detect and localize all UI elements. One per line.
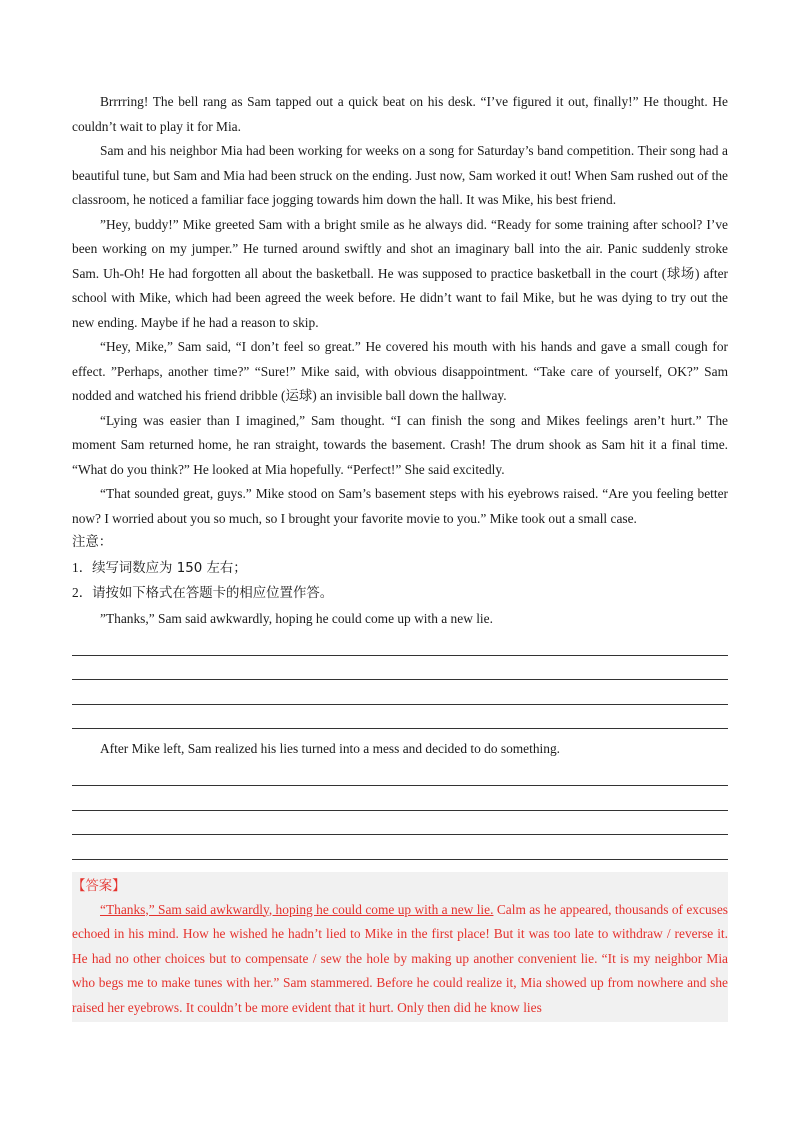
notes-heading: 注意： — [72, 535, 113, 550]
note-item-number: 2． — [72, 585, 93, 600]
story-paragraph-4: “Hey, Mike,” Sam said, “I don’t feel so great.” He covered his mouth with his hands and gave a small cough for effect. ”Perhaps, another time?” “Sure!” Mike said, with obvious disappointment. “Take care of yourself, OK?” Sam nodded and watched his friend dribble (运球) an invisible ball down the hallway. — [72, 339, 728, 403]
note-item-2 — [72, 581, 728, 607]
answer-section — [72, 872, 728, 1023]
story-paragraph-2: Sam and his neighbor Mia had been working for weeks on a song for Saturday’s band competition. Their song had a beautiful tune, but Sam and Mia had been struck on the ending. Just now, Sam worked it out! When Sam rushed out of the classroom, he noticed a familiar face jogging towards him down the hall. It was Mike, his best friend. — [72, 143, 728, 207]
continuation-prompt-1: ”Thanks,” Sam said awkwardly, hoping he could come up with a new lie. — [100, 610, 493, 626]
document-page — [72, 90, 728, 1022]
note-item-text: 请按如下格式在答题卡的相应位置作答。 — [92, 586, 334, 601]
answer-body: Calm as he appeared, thousands of excuses echoed in his mind. How he wished he hadn’t lied to Mike in the first place! But it was too late to withdraw / reverse it. He had no other choices but to compensate / sew the hole by making up another convenient lie. “It is my neighbor Mia who begs me to make tunes with her.” Sam stammered. Before he could realize it, Mia showed up from nowhere and she raised her eyebrows. It couldn’t be more evident that it hurt. Only then did he know lies — [72, 901, 729, 1015]
story-paragraph-3: ”Hey, buddy!” Mike greeted Sam with a bright smile as he always did. “Ready for some training after school? I’ve been working on my jumper.” He turned around swiftly and shot an imaginary ball into the air. Panic suddenly stroke Sam. Uh-Oh! He had forgotten all about the basketball. He was supposed to practice basketball in the court (球场) after school with Mike, which had been agreed the week before. He didn’t want to fail Mike, but he was dying to try out the new ending. Maybe if he had a reason to skip. — [72, 216, 728, 330]
writing-line[interactable] — [72, 811, 728, 836]
writing-line[interactable] — [72, 762, 728, 787]
writing-line[interactable] — [72, 835, 728, 860]
writing-line[interactable] — [72, 680, 728, 705]
note-item-1 — [72, 556, 728, 582]
story-paragraph-1: Brrrring! The bell rang as Sam tapped out a quick beat on his desk. “I’ve figured it out, finally!” He thought. He couldn’t wait to play it for Mia. — [72, 94, 728, 134]
writing-line[interactable] — [72, 705, 728, 730]
writing-line[interactable] — [72, 631, 728, 656]
story-paragraph-5: “Lying was easier than I imagined,” Sam thought. “I can finish the song and Mikes feelings aren’t hurt.” The moment Sam returned home, he ran straight, towards the basement. Crash! The drum shook as Sam hit it a final time. “What do you think?” He looked at Mia hopefully. “Perfect!” She said excitedly. — [72, 412, 728, 477]
note-item-number: 1． — [72, 559, 93, 575]
story-paragraph-6: “That sounded great, guys.” Mike stood on Sam’s basement steps with his eyebrows raised. “Are you feeling better now? I worried about you so much, so I brought your favorite movie to you.” Mike took out a small case. — [72, 486, 728, 526]
answer-tag: 【答案】 — [72, 878, 126, 894]
continuation-prompt-2: After Mike left, Sam realized his lies turned into a mess and decided to do something. — [100, 741, 561, 756]
writing-line[interactable] — [72, 786, 728, 811]
answer-text — [72, 898, 728, 1021]
answer-underlined-sentence: “Thanks,” Sam said awkwardly, hoping he could come up with a new lie. — [100, 901, 494, 917]
writing-line[interactable] — [72, 656, 728, 681]
note-item-text: 续写词数应为 150 左右； — [92, 560, 247, 576]
